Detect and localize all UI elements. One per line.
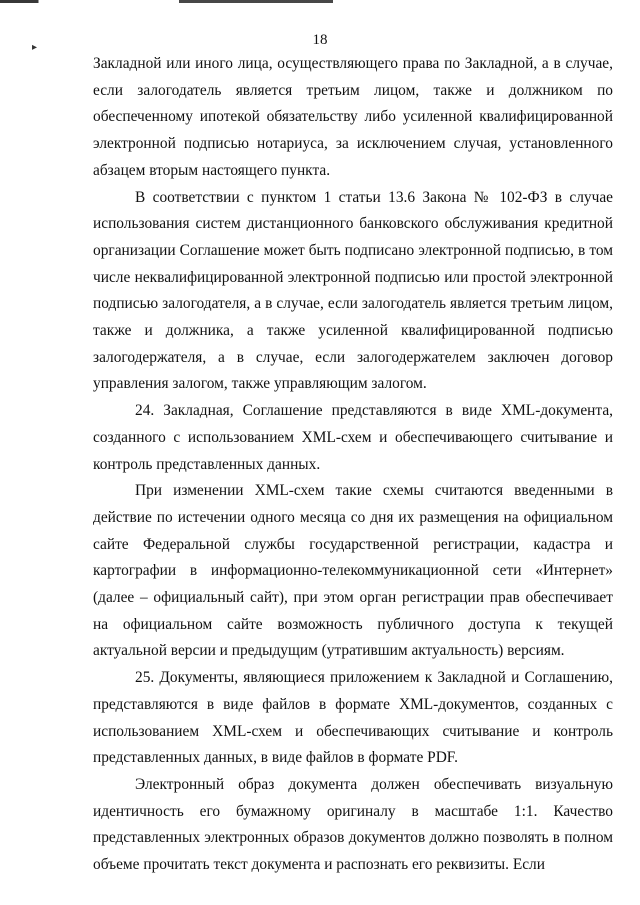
scan-top-edge: [0, 0, 640, 3]
paragraph-5: 25. Документы, являющиеся приложением к Закладной и Соглашению, представляются в виде файлов в формате XML-документов, созданных с использованием XML-схем и обеспечивающих считывание и контроль представленных данных, в виде файлов в формате PDF.: [93, 669, 613, 767]
paragraph-1: Закладной или иного лица, осуществляющего права по Закладной, а в случае, если залогодатель является третьим лицом, также и должником по обеспеченному ипотекой обязательству либо усиленной квалифицированной электронной подписью нотариуса, за исключением случая, установленного абзацем вторым настоящего пункта.: [93, 55, 613, 179]
document-body: [93, 51, 613, 879]
paragraph-2: В соответствии с пунктом 1 статьи 13.6 Закона № 102-ФЗ в случае использования систем дистанционного банковского обслуживания кредитной организации Соглашение может быть подписано электронной подписью, в том числе неквалифицированной электронной подписью или простой электронной подписью залогодателя, а в случае, если залогодатель является третьим лицом, также и должника, а также усиленной квалифицированной подписью залогодержателя, а в случае, если залогодержателем заключен договор управления залогом, также управляющим залогом.: [93, 188, 613, 393]
scan-artifact-mark: ▸: [32, 42, 38, 53]
paragraph-6: Электронный образ документа должен обеспечивать визуальную идентичность его бумажному оригиналу в масштабе 1:1. Качество представленных электронных образов документов должно позволять в полном объеме прочитать текст документа и распознать его реквизиты. Если: [93, 775, 613, 874]
paragraph-4: При изменении XML-схем такие схемы считаются введенными в действие по истечении одного месяца со дня их размещения на официальном сайте Федеральной службы государственной регистрации, кадастра и картографии в информационно-телекоммуникационной сети «Интернет» (далее – официальный сайт), при этом орган регистрации прав обеспечивает на официальном сайте возможность публичного доступа к текущей актуальной версии и предыдущим (утратившим актуальность) версиям.: [93, 482, 613, 660]
paragraph-3: 24. Закладная, Соглашение представляются в виде XML-документа, созданного с использованием XML-схем и обеспечивающего считывание и контроль представленных данных.: [93, 402, 613, 473]
page-number: 18: [312, 32, 328, 48]
